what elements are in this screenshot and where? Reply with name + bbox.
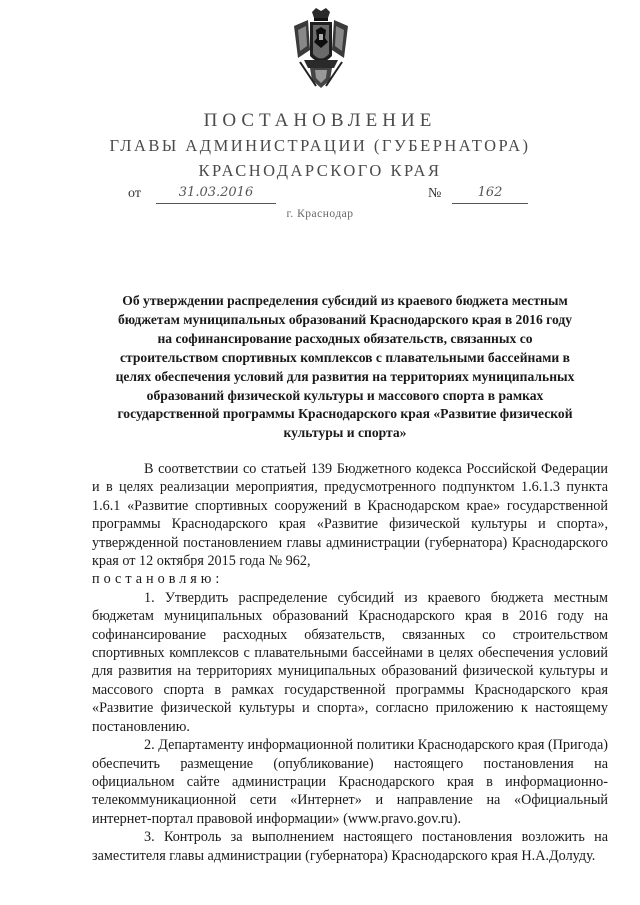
number-value: 162: [452, 185, 528, 204]
item-1-paragraph: 1. Утвердить распределение субсидий из краевого бюджета местным бюджетам муниципальных образований Краснодарского края в 2016 году на софинансирование расходных обязательств, связанных со строительством спортивных комплексов с плавательными бассейнами в целях обеспечения условий для развития на территориях муниципальных образований физической культуры и массового спорта в рамках государственной программы Краснодарского края «Развитие физической культуры и спорта», согласно приложению к настоящему постановлению.: [92, 589, 608, 735]
item-2-paragraph: 2. Департаменту информационной политики Краснодарского края (Пригода) обеспечить размещение (опубликование) настоящего постановления на официальном сайте администрации Краснодарского края в информационно-телекоммуникационной сети «Интернет» и направление на «Официальный интернет-портал правовой информации» (www.pravo.gov.ru).: [92, 737, 608, 827]
item-3-paragraph: 3. Контроль за выполнением настоящего постановления возложить на заместителя главы администрации (губернатора) Краснодарского края Н.А.Долуду.: [92, 829, 608, 864]
header-subtitle-line1: ГЛАВЫ АДМИНИСТРАЦИИ (ГУБЕРНАТОРА): [109, 136, 531, 155]
intro-paragraph: [92, 460, 608, 589]
city-label: г. Краснодар: [286, 208, 354, 220]
header-subtitle-line2: КРАСНОДАРСКОГО КРАЯ: [198, 161, 442, 180]
intro-text: В соответствии со статьей 139 Бюджетного кодекса Российской Федерации и в целях реализации мероприятия, предусмотренного подпунктом 1.6.1.3 пункта 1.6.1 «Развитие спортивных сооружений в Краснодарском крае» государственной программы Краснодарского края «Развитие физической культуры и спорта», утвержденной постановлением главы администрации (губернатора) Краснодарского края от 12 октября 2015 года № 962,: [92, 461, 608, 570]
document-title: Об утверждении распределения субсидий из краевого бюджета местным бюджетам муниципальных образований Краснодарского края в 2016 году на софинансирование расходных обязательств, связанных со строительством спортивных комплексов с плавательными бассейнами в целях обеспечения условий для развития на территориях муниципальных образований физической культуры и массового спорта в рамках государственной программы Краснодарского края «Развитие физической культуры и спорта»: [115, 293, 575, 441]
resolve-word: постановляю:: [92, 571, 224, 588]
header-title: ПОСТАНОВЛЕНИЕ: [203, 110, 437, 131]
date-number-row: [128, 185, 528, 207]
number-prefix: №: [428, 186, 442, 201]
date-prefix: от: [128, 186, 141, 201]
coat-of-arms-icon: [290, 6, 352, 92]
document-header: [0, 108, 640, 183]
document-body: [92, 460, 608, 865]
date-value: 31.03.2016: [156, 185, 276, 204]
